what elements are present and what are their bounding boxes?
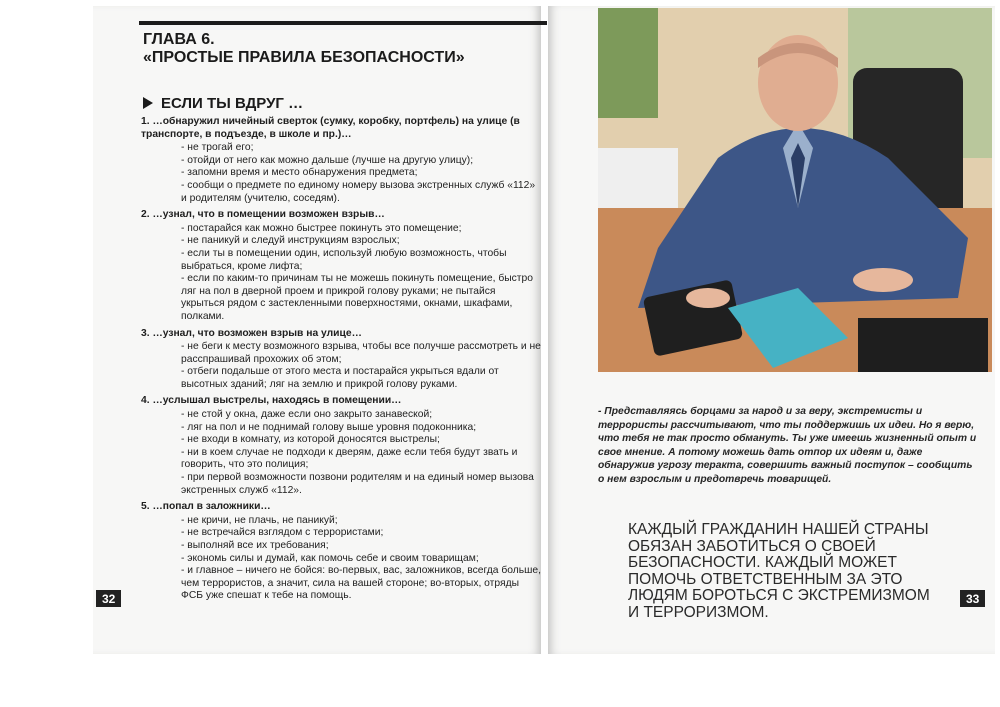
- page-number-right: 33: [960, 590, 985, 607]
- rule-item: - не входи в комнату, из которой доносятся выстрелы;: [181, 434, 440, 446]
- rule-section-2: [141, 209, 541, 323]
- rule-item: - не трогай его;: [181, 142, 254, 154]
- rule-section-4: [141, 395, 541, 497]
- chapter-rule: [139, 21, 547, 25]
- rule-item: - сообщи о предмете по единому номеру вызова экстренных служб «112» и родителям (учителю, соседям).: [181, 179, 536, 204]
- rule-section-3: [141, 328, 541, 392]
- rule-item: - при первой возможности позвони родителям и на единый номер вызова экстренных служб «112».: [181, 472, 534, 496]
- rule-item: - отойди от него как можно дальше (лучше на другую улицу);: [181, 154, 474, 166]
- officer-photo: [598, 8, 992, 372]
- rule-section-5: [141, 501, 541, 603]
- section-title: 5. …попал в заложники…: [141, 501, 271, 513]
- section-title: 2. …узнал, что в помещении возможен взрыв…: [141, 209, 385, 221]
- subheading-text: ЕСЛИ ТЫ ВДРУГ …: [161, 95, 304, 112]
- rule-item: - не стой у окна, даже если оно закрыто занавеской;: [181, 409, 433, 421]
- rule-item: - если по каким-то причинам ты не можешь покинуть помещение, быстро ляг на пол в дверной проем и прикрой голову руками; не пытайся укрыться рядом с застекленными поверхностями, окнами, шкафами, полками.: [181, 273, 533, 322]
- rule-item: - выполняй все их требования;: [181, 540, 329, 551]
- triangle-bullet-icon: [143, 97, 153, 109]
- rule-item: - не кричи, не плачь, не паникуй;: [181, 514, 338, 526]
- chapter-title: [143, 31, 523, 67]
- rule-item: - ни в коем случае не подходи к дверям, даже если тебя будут звать и говорить, что это полиция;: [181, 446, 518, 471]
- rule-item: - не встречайся взглядом с террористами;: [181, 527, 384, 539]
- subheading: [143, 95, 303, 112]
- rule-item: - не беги к месту возможного взрыва, чтобы все получше рассмотреть и не расспрашивай прохожих об этом;: [181, 341, 541, 365]
- rule-section-1: [141, 116, 541, 205]
- rule-item: - отбеги подальше от этого места и постарайся укрыться вдали от высотных зданий; ляг на землю и прикрой голову руками.: [181, 366, 499, 390]
- safety-rules: [141, 116, 541, 607]
- rule-item: - постарайся как можно быстрее покинуть это помещение;: [181, 222, 462, 234]
- section-title: 4. …услышал выстрелы, находясь в помещении…: [141, 395, 402, 407]
- rule-item: - и главное – ничего не бойся: во-первых, вас, заложников, всегда больше, чем террористов, а значит, сила на вашей стороне; во-вторых, отряды ФСБ уже спешат к тебе на помощь.: [181, 565, 541, 602]
- section-title: 1. …обнаружил ничейный сверток (сумку, коробку, портфель) на улице (в транспорте, в подъезде, в школе и пр.)…: [141, 116, 520, 140]
- officer-photo-illustration: [598, 8, 992, 372]
- chapter-title-line1: ГЛАВА 6.: [143, 31, 215, 48]
- chapter-title-line2: «ПРОСТЫЕ ПРАВИЛА БЕЗОПАСНОСТИ»: [143, 49, 465, 66]
- page-number-left: 32: [96, 590, 121, 607]
- rule-item: - экономь силы и думай, как помочь себе и своим товарищам;: [181, 552, 479, 564]
- section-title: 3. …узнал, что возможен взрыв на улице…: [141, 327, 362, 339]
- civic-duty-banner: КАЖДЫЙ ГРАЖДАНИН НАШЕЙ СТРАНЫ ОБЯЗАН ЗАБОТИТЬСЯ О СВОЕЙ БЕЗОПАСНОСТИ. КАЖДЫЙ МОЖЕТ ПОМОЧЬ ОТВЕТСТВЕННЫМ ЗА ЭТО ЛЮДЯМ БОРОТЬСЯ С ЭКСТРЕМИЗМОМ И ТЕРРОРИЗМОМ.: [628, 521, 930, 621]
- quote-paragraph: - Представляясь борцами за народ и за веру, экстремисты и террористы рассчитывают, что ты поддержишь их идеи. Но я верю, что тебя не так просто обмануть. Ты уже имеешь жизненный опыт и свое мнение. А потому можешь дать отпор их идеям и, даже обнаружив угрозу теракта, совершить важный поступок – сообщить о нем взрослым и предотвречь товарищей.: [598, 406, 977, 485]
- rule-item: - если ты в помещении один, используй любую возможность, чтобы выбраться, кроме лифта;: [181, 247, 507, 272]
- rule-item: - ляг на пол и не поднимай голову выше уровня подоконника;: [181, 421, 477, 433]
- rule-item: - запомни время и место обнаружения предмета;: [181, 167, 418, 179]
- rule-item: - не паникуй и следуй инструкциям взрослых;: [181, 235, 400, 247]
